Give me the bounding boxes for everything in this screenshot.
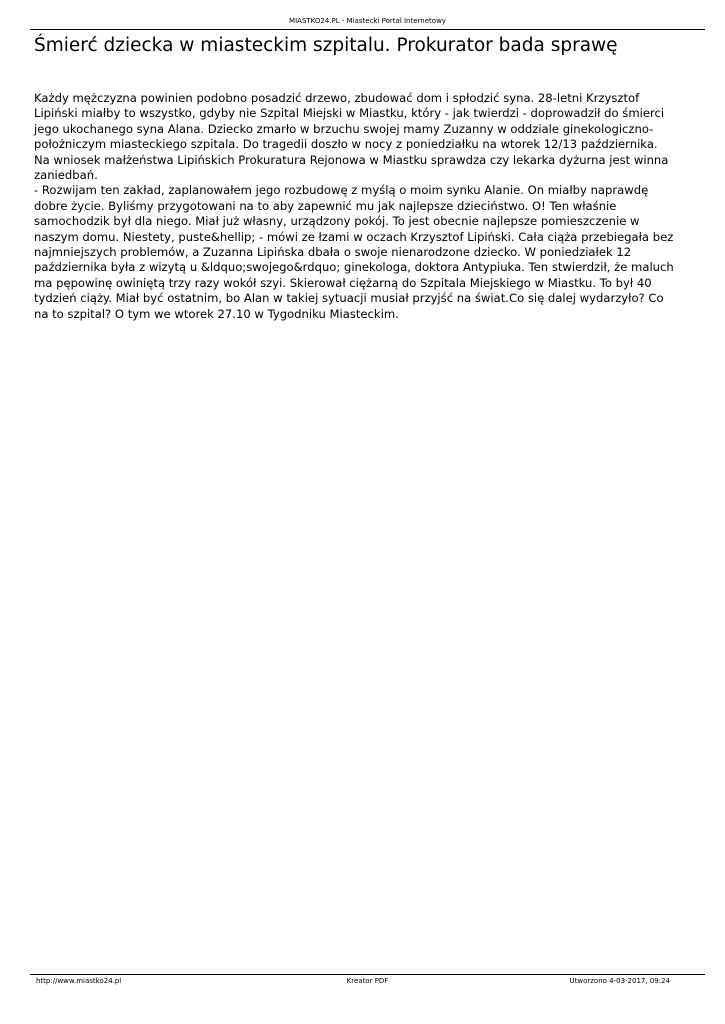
article-paragraph-intro: Każdy mężczyzna powinien podobno posadzić drzewo, zbudować dom i spłodzić syna. 28-letni Krzysztof Lipiński miałby to wszystko, gdyby nie Szpital Miejski w Miastku, który - jak twierdzi - doprowadził do śmierci jego ukochanego syna Alana. Dziecko zmarło w brzuchu swojej mamy Zuzanny w oddziale ginekologiczno-położniczym miasteckiego szpitala. Do tragedii doszło w nocy z poniedziałku na wtorek 12/13 października. Na wniosek małżeństwa Lipińskich Prokuratura Rejonowa w Miastku sprawdza czy lekarka dyżurna jest winna zaniedbań. <box>34 91 669 183</box>
page-footer <box>30 974 705 987</box>
page-header <box>30 15 705 30</box>
article-body <box>34 91 674 322</box>
site-name: MIASTKO24.PL - Miastecki Portal Internetowy <box>289 17 446 25</box>
footer-generator: Kreator PDF <box>346 977 389 985</box>
article-title: Śmierć dziecka w miasteckim szpitalu. Prokurator bada sprawę <box>34 35 618 56</box>
article-paragraph-quote: - Rozwijam ten zakład, zaplanowałem jego rozbudowę z myślą o moim synku Alanie. On miałby naprawdę dobre życie. Byliśmy przygotowani na to aby zapewnić mu jak najlepsze dzieciństwo. O! Ten właśnie samochodzik był dla niego. Miał już własny, urządzony pokój. To jest obecnie najlepsze pomieszczenie w naszym domu. Niestety, puste&hellip; - mówi ze łzami w oczach Krzysztof Lipiński. Cała ciąża przebiegała bez najmniejszych problemów, a Zuzanna Lipińska dbała o swoje nienarodzone dziecko. W poniedziałek 12 października była z wizytą u &ldquo;swojego&rdquo; ginekologa, doktora Antypiuka. Ten stwierdził, że maluch ma pępowinę owiniętą trzy razy wokół szyi. Skierował ciężarną do Szpitala Miejskiego w Miastku. To był 40 tydzień ciąży. Miał być ostatnim, bo Alan w takiej sytuacji musiał przyjść na świat.Co się dalej wydarzyło? Co na to szpital? O tym we wtorek 27.10 w Tygodniku Miasteckim. <box>34 183 674 321</box>
footer-url: http://www.miastko24.pl <box>36 977 122 985</box>
footer-created-date: Utworzono 4-03-2017, 09:24 <box>569 977 670 985</box>
